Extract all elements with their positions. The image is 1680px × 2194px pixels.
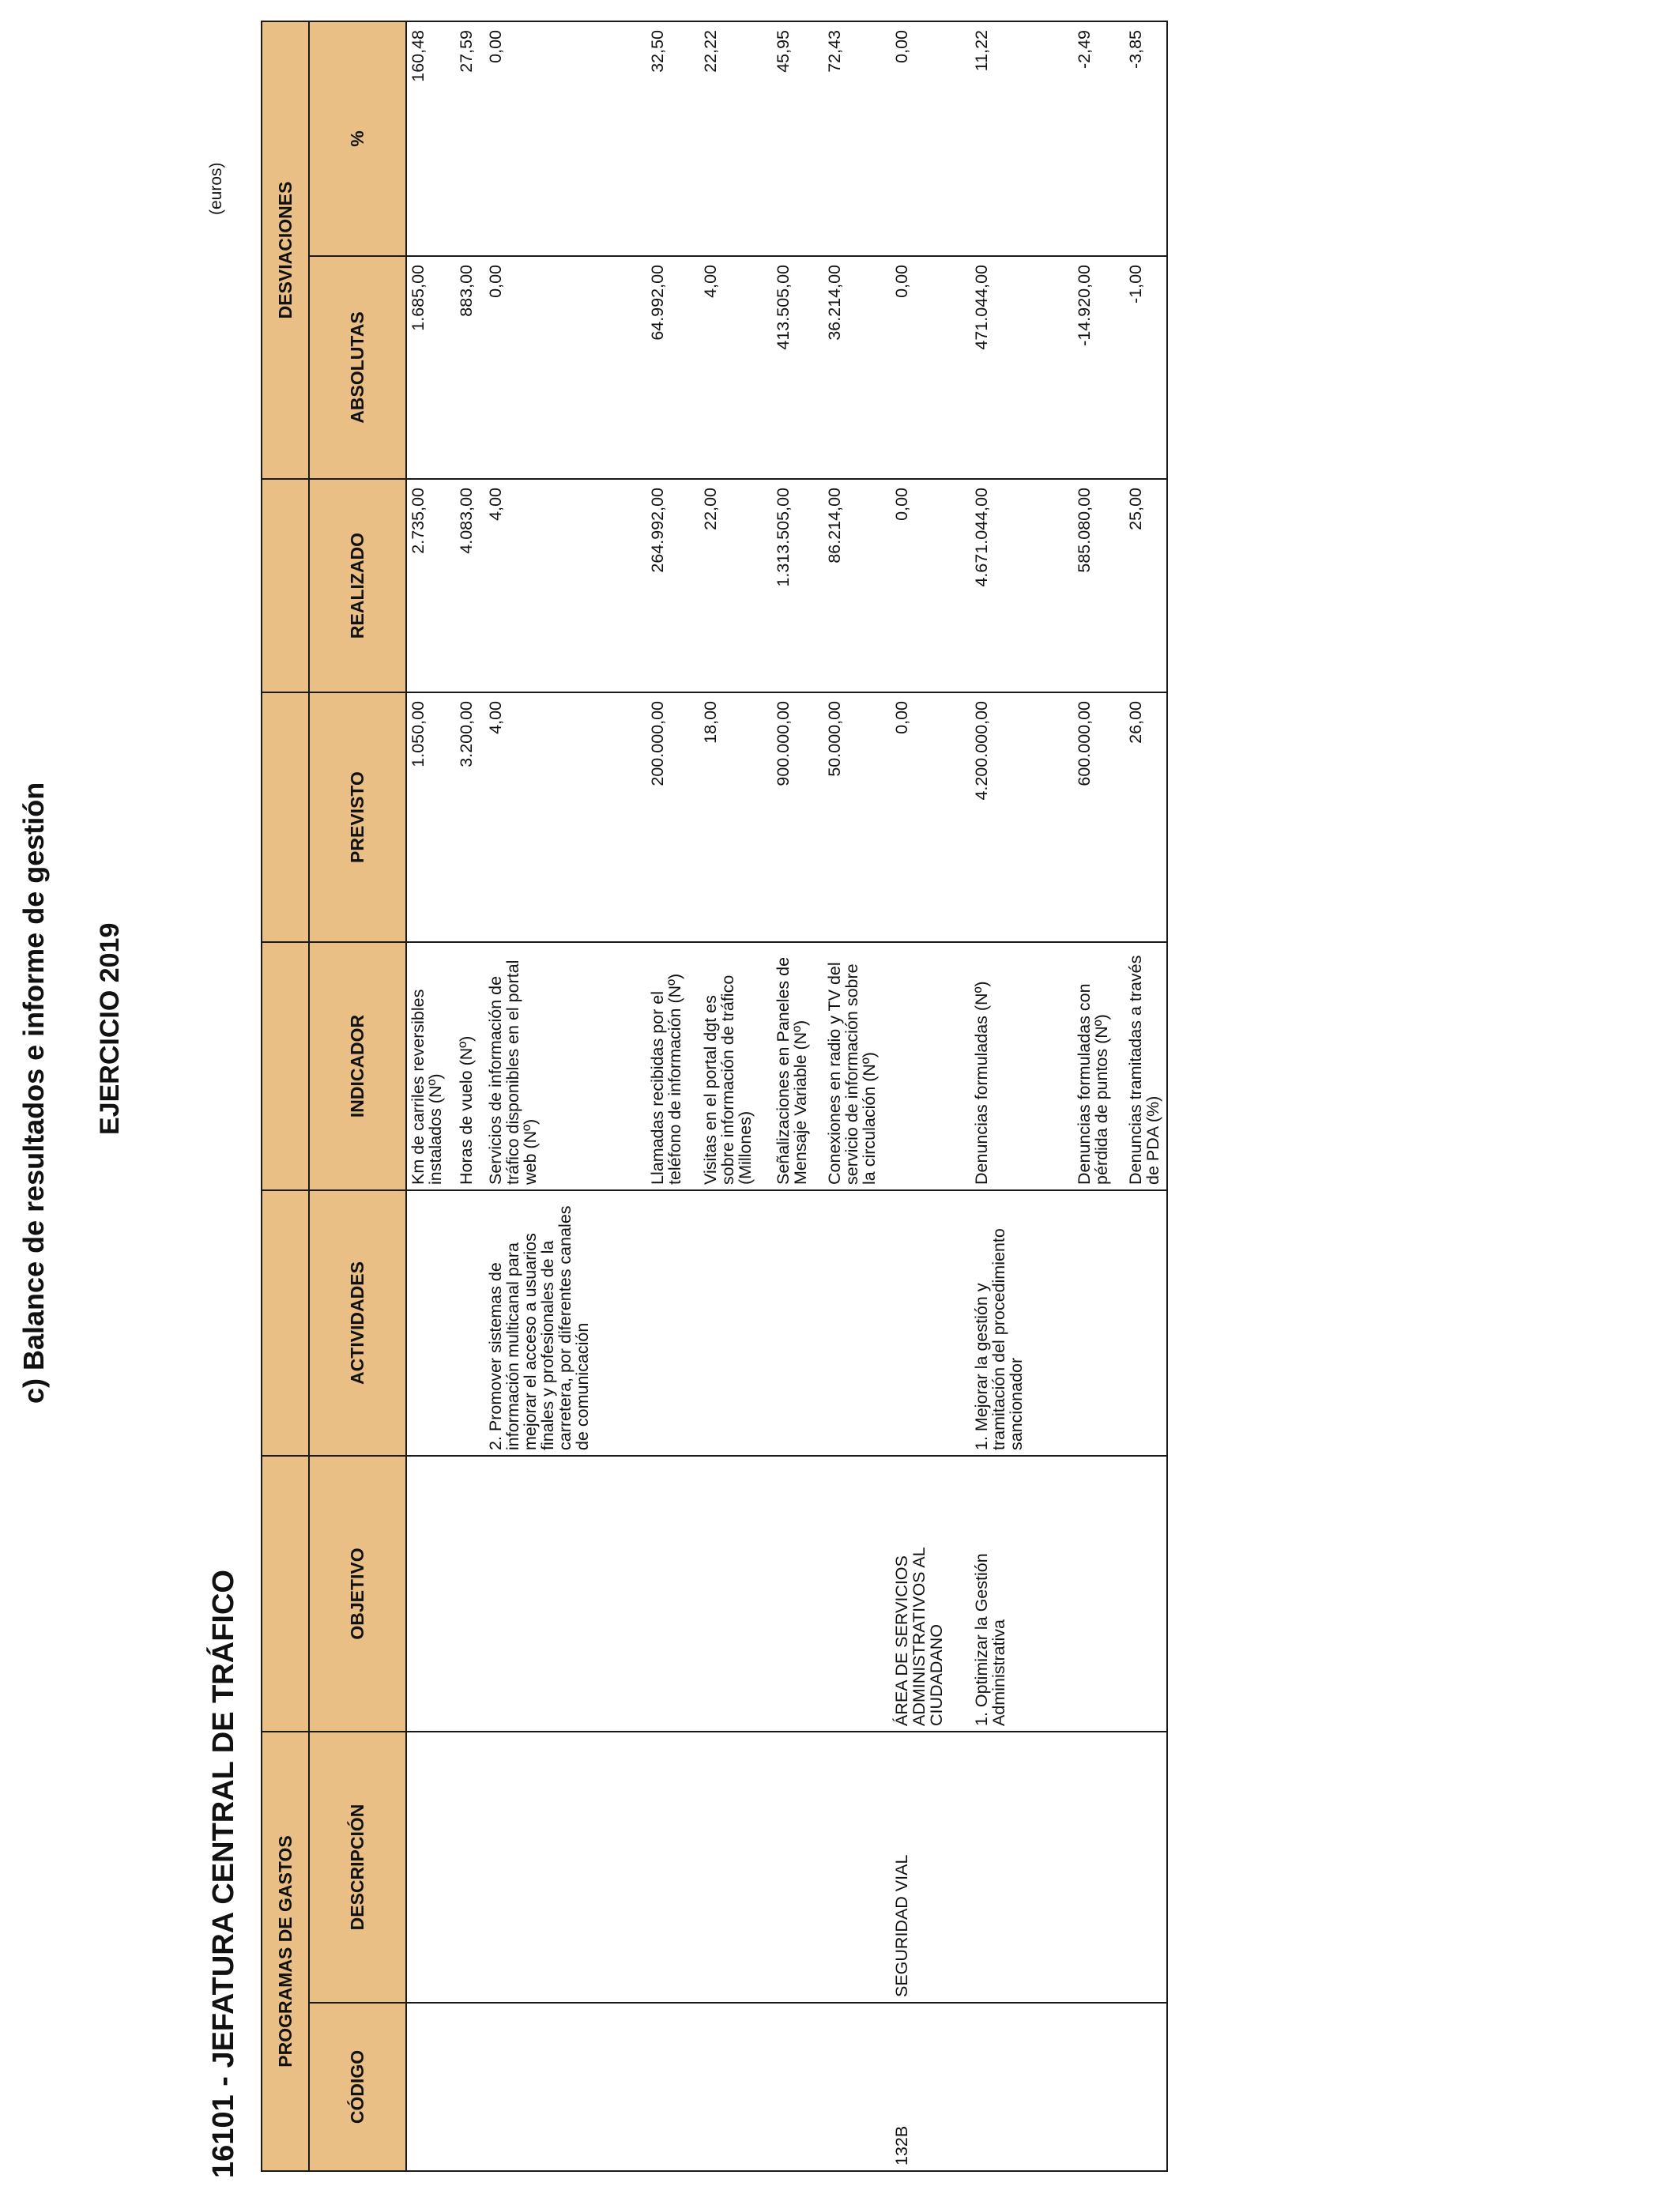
exercise-title: EJERCICIO 2019 <box>95 922 125 1135</box>
cell-indicador: Km de carriles reversibles instalados (Nº) <box>406 942 455 1190</box>
cell-previsto: 50.000,00 <box>823 692 891 942</box>
header-empty-objetivo <box>262 1456 309 1732</box>
cell-previsto: 600.000,00 <box>1073 692 1124 942</box>
cell-objetivo <box>1073 1456 1124 1732</box>
table-row <box>1124 21 1167 2171</box>
table-row <box>455 21 484 2171</box>
table-row <box>699 21 772 2171</box>
table-row <box>646 21 699 2171</box>
cell-descripcion <box>455 1732 484 2003</box>
cell-absolutas: -14.920,00 <box>1073 256 1124 479</box>
cell-objetivo: ÁREA DE SERVICIOS ADMINISTRATIVOS AL CIUDADANO <box>891 1456 970 1732</box>
cell-actividades <box>646 1190 699 1456</box>
cell-previsto: 1.050,00 <box>406 692 455 942</box>
cell-realizado: 585.080,00 <box>1073 479 1124 692</box>
cell-porcentaje: 0,00 <box>891 21 970 256</box>
table-row <box>484 21 646 2171</box>
cell-codigo <box>699 2003 772 2171</box>
cell-objetivo <box>699 1456 772 1732</box>
cell-objetivo <box>455 1456 484 1732</box>
header-desviaciones: DESVIACIONES <box>262 21 309 479</box>
header-empty-previsto <box>262 692 309 942</box>
cell-previsto: 900.000,00 <box>772 692 823 942</box>
cell-objetivo <box>484 1456 646 1732</box>
organism-title: 16101 - JEFATURA CENTRAL DE TRÁFICO <box>207 1570 240 2178</box>
cell-previsto: 4,00 <box>484 692 646 942</box>
cell-indicador: Visitas en el portal dgt es sobre información de tráfico (Millones) <box>699 942 772 1190</box>
table-row <box>823 21 891 2171</box>
cell-porcentaje: 45,95 <box>772 21 823 256</box>
cell-absolutas: -1,00 <box>1124 256 1167 479</box>
cell-previsto: 3.200,00 <box>455 692 484 942</box>
header-empty-realizado <box>262 479 309 692</box>
cell-descripcion <box>646 1732 699 2003</box>
cell-porcentaje: 72,43 <box>823 21 891 256</box>
header-empty-indicador <box>262 942 309 1190</box>
cell-porcentaje: 32,50 <box>646 21 699 256</box>
header-actividades: ACTIVIDADES <box>309 1190 406 1456</box>
cell-actividades <box>891 1190 970 1456</box>
cell-realizado: 2.735,00 <box>406 479 455 692</box>
cell-realizado: 22,00 <box>699 479 772 692</box>
cell-codigo <box>970 2003 1073 2171</box>
cell-objetivo <box>823 1456 891 1732</box>
cell-objetivo: 1. Optimizar la Gestión Administrativa <box>970 1456 1073 1732</box>
cell-absolutas: 471.044,00 <box>970 256 1073 479</box>
table-row <box>406 21 455 2171</box>
cell-descripcion <box>699 1732 772 2003</box>
cell-indicador <box>891 942 970 1190</box>
cell-porcentaje: 27,59 <box>455 21 484 256</box>
header-porcentaje: % <box>309 21 406 256</box>
cell-absolutas: 0,00 <box>484 256 646 479</box>
table-row <box>970 21 1073 2171</box>
header-realizado: REALIZADO <box>309 479 406 692</box>
cell-objetivo <box>646 1456 699 1732</box>
cell-previsto: 26,00 <box>1124 692 1167 942</box>
cell-descripcion <box>484 1732 646 2003</box>
cell-porcentaje: 22,22 <box>699 21 772 256</box>
cell-porcentaje: 11,22 <box>970 21 1073 256</box>
cell-porcentaje: 0,00 <box>484 21 646 256</box>
cell-actividades <box>455 1190 484 1456</box>
results-table <box>261 21 1168 2172</box>
cell-descripcion <box>406 1732 455 2003</box>
cell-absolutas: 883,00 <box>455 256 484 479</box>
cell-codigo <box>1124 2003 1167 2171</box>
cell-actividades <box>823 1190 891 1456</box>
cell-codigo <box>646 2003 699 2171</box>
cell-objetivo <box>1124 1456 1167 1732</box>
cell-realizado: 1.313.505,00 <box>772 479 823 692</box>
header-absolutas: ABSOLUTAS <box>309 256 406 479</box>
cell-objetivo <box>406 1456 455 1732</box>
cell-porcentaje: 160,48 <box>406 21 455 256</box>
cell-indicador: Conexiones en radio y TV del servicio de información sobre la circulación (Nº) <box>823 942 891 1190</box>
cell-absolutas: 64.992,00 <box>646 256 699 479</box>
cell-porcentaje: -2,49 <box>1073 21 1124 256</box>
cell-codigo: 132B <box>891 2003 970 2171</box>
cell-codigo <box>1073 2003 1124 2171</box>
header-objetivo: OBJETIVO <box>309 1456 406 1732</box>
table-row <box>891 21 970 2171</box>
section-title: c) Balance de resultados e informe de gestión <box>17 782 50 1404</box>
cell-actividades <box>1073 1190 1124 1456</box>
cell-codigo <box>484 2003 646 2171</box>
cell-indicador: Servicios de información de tráfico disponibles en el portal web (Nº) <box>484 942 646 1190</box>
cell-previsto: 0,00 <box>891 692 970 942</box>
cell-descripcion: SEGURIDAD VIAL <box>891 1732 970 2003</box>
header-descripcion: DESCRIPCIÓN <box>309 1732 406 2003</box>
cell-realizado: 4.671.044,00 <box>970 479 1073 692</box>
cell-codigo <box>772 2003 823 2171</box>
cell-objetivo <box>772 1456 823 1732</box>
cell-actividades: 1. Mejorar la gestión y tramitación del procedimiento sancionador <box>970 1190 1073 1456</box>
cell-absolutas: 1.685,00 <box>406 256 455 479</box>
table-row <box>1073 21 1124 2171</box>
cell-codigo <box>455 2003 484 2171</box>
cell-descripcion <box>823 1732 891 2003</box>
header-codigo: CÓDIGO <box>309 2003 406 2171</box>
cell-actividades <box>772 1190 823 1456</box>
cell-indicador: Llamadas recibidas por el teléfono de información (Nº) <box>646 942 699 1190</box>
cell-absolutas: 4,00 <box>699 256 772 479</box>
cell-actividades: 2. Promover sistemas de información multicanal para mejorar el acceso a usuarios finales y profesionales de la carretera, por diferentes canales de comunicación <box>484 1190 646 1456</box>
cell-codigo <box>406 2003 455 2171</box>
header-empty-actividades <box>262 1190 309 1456</box>
header-previsto: PREVISTO <box>309 692 406 942</box>
cell-absolutas: 413.505,00 <box>772 256 823 479</box>
cell-descripcion <box>970 1732 1073 2003</box>
cell-porcentaje: -3,85 <box>1124 21 1167 256</box>
cell-descripcion <box>1124 1732 1167 2003</box>
cell-realizado: 25,00 <box>1124 479 1167 692</box>
cell-previsto: 4.200.000,00 <box>970 692 1073 942</box>
cell-indicador: Señalizaciones en Paneles de Mensaje Variable (Nº) <box>772 942 823 1190</box>
cell-indicador: Denuncias tramitadas a través de PDA (%) <box>1124 942 1167 1190</box>
cell-absolutas: 36.214,00 <box>823 256 891 479</box>
cell-codigo <box>823 2003 891 2171</box>
cell-descripcion <box>1073 1732 1124 2003</box>
cell-realizado: 86.214,00 <box>823 479 891 692</box>
cell-realizado: 4.083,00 <box>455 479 484 692</box>
cell-realizado: 4,00 <box>484 479 646 692</box>
cell-indicador: Horas de vuelo (Nº) <box>455 942 484 1190</box>
cell-previsto: 200.000,00 <box>646 692 699 942</box>
cell-indicador: Denuncias formuladas (Nº) <box>970 942 1073 1190</box>
cell-actividades <box>1124 1190 1167 1456</box>
cell-previsto: 18,00 <box>699 692 772 942</box>
header-indicador: INDICADOR <box>309 942 406 1190</box>
cell-indicador: Denuncias formuladas con pérdida de puntos (Nº) <box>1073 942 1124 1190</box>
cell-actividades <box>699 1190 772 1456</box>
cell-realizado: 0,00 <box>891 479 970 692</box>
cell-actividades <box>406 1190 455 1456</box>
cell-realizado: 264.992,00 <box>646 479 699 692</box>
cell-absolutas: 0,00 <box>891 256 970 479</box>
units-note: (euros) <box>207 162 225 215</box>
table-row <box>772 21 823 2171</box>
header-programas-de-gastos: PROGRAMAS DE GASTOS <box>262 1732 309 2171</box>
cell-descripcion <box>772 1732 823 2003</box>
